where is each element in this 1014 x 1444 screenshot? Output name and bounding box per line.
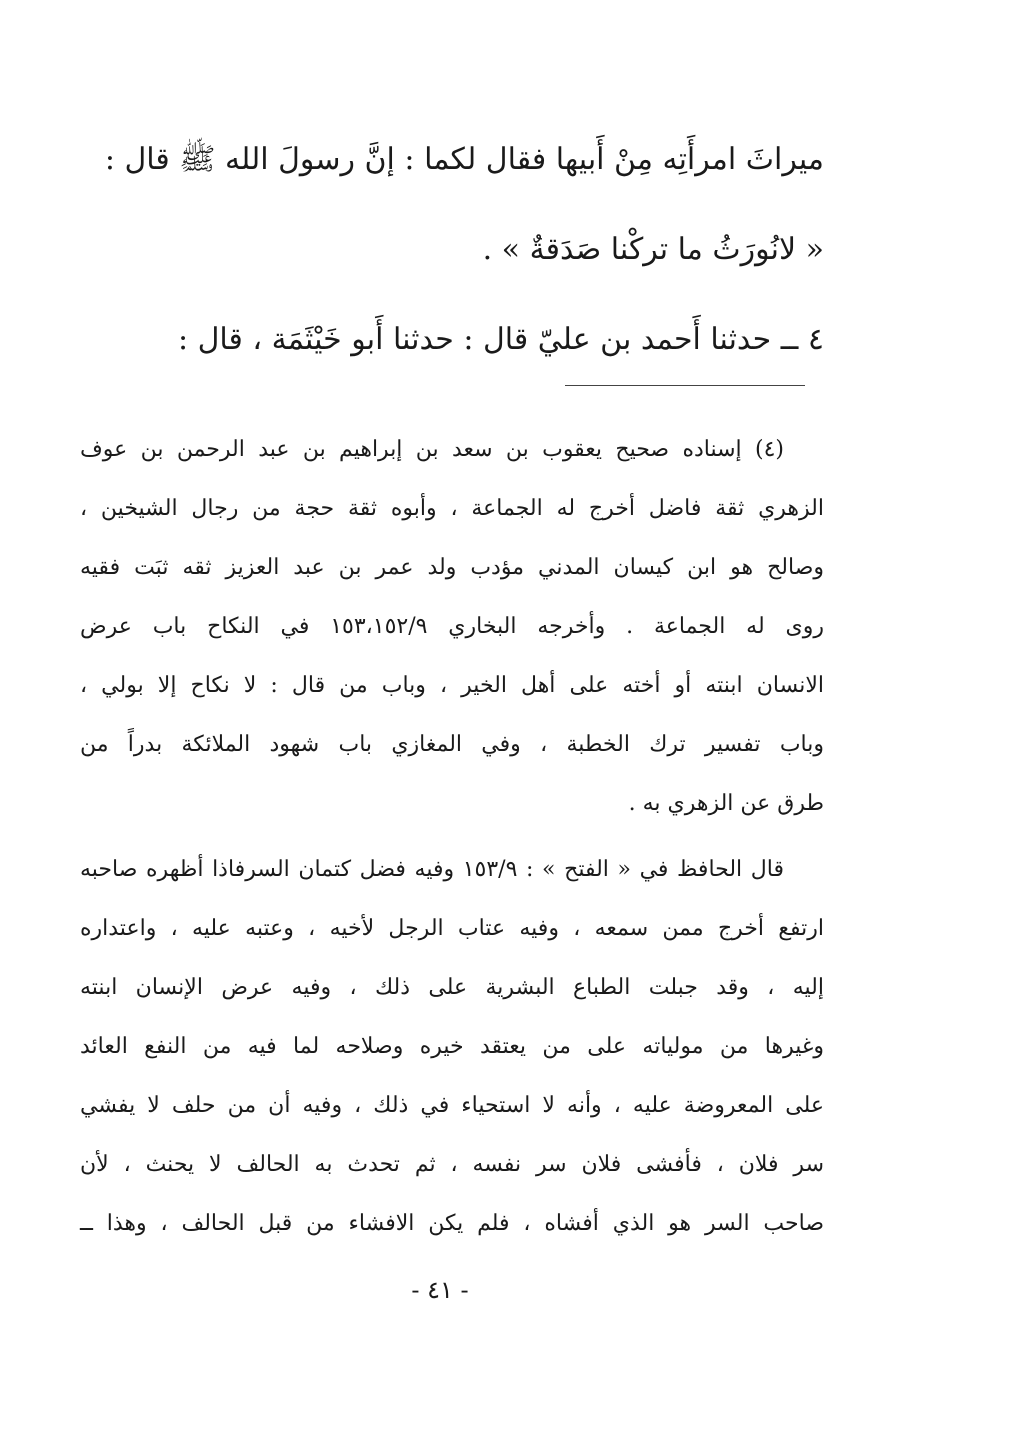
footnote-divider [565, 385, 805, 386]
footnote-line: وباب تفسير ترك الخطبة ، وفي المغازي باب شهود الملائكة بدراً من [80, 732, 824, 757]
footnote-line: الزهري ثقة فاضل أخرج له الجماعة ، وأبوه ثقة حجة من رجال الشيخين ، [80, 496, 824, 521]
main-line-2: « لانُورَثُ ما تركْنا صَدَقةٌ » . [482, 232, 824, 267]
footnote-line: روى له الجماعة . وأخرجه البخاري ١٥٣،١٥٢/٩ في النكاح باب عرض [80, 614, 824, 639]
footnote-line: على المعروضة عليه ، وأنه لا استحياء في ذلك ، وفيه أن من حلف لا يفشي [80, 1093, 824, 1118]
footnote-line: سر فلان ، فأفشى فلان سر نفسه ، ثم تحدث به الحالف لا يحنث ، لأن [80, 1152, 824, 1177]
main-text [80, 115, 824, 385]
footnote-line: (٤) إسناده صحيح يعقوب بن سعد بن إبراهيم بن عبد الرحمن بن عوف [80, 437, 784, 462]
page-number: - ٤١ - [411, 1276, 469, 1304]
main-line-1: ميراثَ امرأَتِه مِنْ أَبيها فقال لكما : إنَّ رسولَ الله ﷺ قال : [104, 142, 824, 177]
footnote-line: إليه ، وقد جبلت الطباع البشرية على ذلك ، وفيه عرض الإنسان ابنته [80, 975, 824, 1000]
footnote-line: طرق عن الزهري به . [628, 791, 824, 816]
footnote-4 [80, 420, 824, 833]
footnote-line: وغيرها من مولياته على من يعتقد خيره وصلاحه لما فيه من النفع العائد [80, 1034, 824, 1059]
footnote-line: قال الحافظ في « الفتح » : ١٥٣/٩ وفيه فضل كتمان السرفاذا أظهره صاحبه [80, 857, 784, 882]
footnote-line: وصالح هو ابن كيسان المدني مؤدب ولد عمر بن عبد العزيز ثقه ثبَت فقيه [80, 555, 824, 580]
footnote-line: ارتفع أخرج ممن سمعه ، وفيه عتاب الرجل لأخيه ، وعتبه عليه ، واعتداره [80, 916, 824, 941]
main-line-3: ٤ ــ حدثنا أَحمد بن عليّ قال : حدثنا أَبو خَيْثَمَة ، قال : [177, 322, 824, 357]
footnote-commentary [80, 840, 824, 1253]
footnote-line: صاحب السر هو الذي أفشاه ، فلم يكن الافشاء من قبل الحالف ، وهذا ــ [80, 1211, 824, 1236]
footnote-line: الانسان ابنته أو أخته على أهل الخير ، وباب من قال : لا نكاح إلا بولي ، [80, 673, 824, 698]
